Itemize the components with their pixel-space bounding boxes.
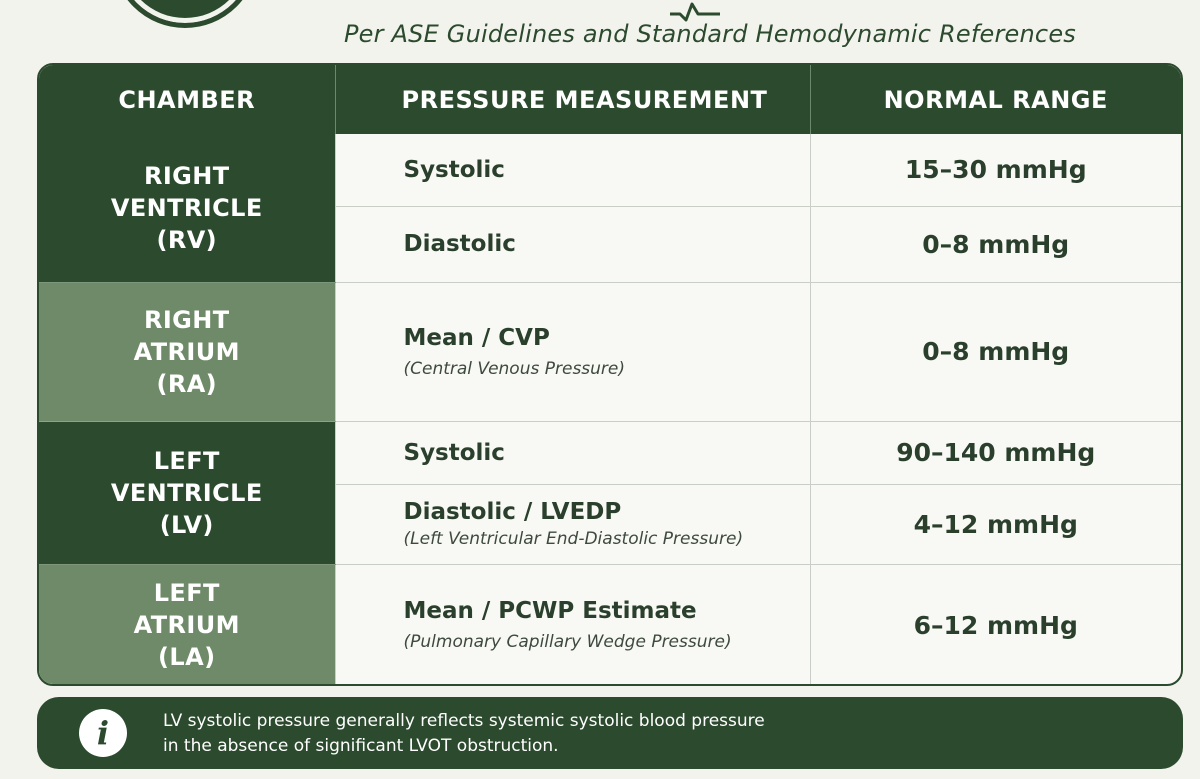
measurement-cell: [335, 421, 810, 484]
chamber-name-line: RIGHT: [143, 161, 230, 190]
chamber-name-line: ATRIUM: [133, 611, 240, 640]
range-value: 15–30 mmHg: [810, 134, 1181, 206]
range-value: 0–8 mmHg: [810, 282, 1181, 421]
measurement-cell: [335, 564, 810, 686]
column-header-pressure-measurement: PRESSURE MEASUREMENT: [335, 65, 810, 134]
measurement-cell: [335, 484, 810, 564]
measurement-label: Mean / PCWP Estimate: [403, 598, 697, 625]
table-row: [39, 282, 1181, 421]
measurement-label: Mean / CVP: [403, 324, 550, 351]
pressure-table: [37, 63, 1183, 686]
column-header-normal-range: NORMAL RANGE: [810, 65, 1181, 134]
range-value: 4–12 mmHg: [810, 484, 1181, 564]
range-value: 6–12 mmHg: [913, 610, 1078, 640]
chamber-abbreviation: (RV): [156, 225, 218, 254]
chamber-cell-rv: [39, 134, 335, 282]
page-subtitle: Per ASE Guidelines and Standard Hemodynamic References: [344, 20, 1076, 48]
table-row: [39, 421, 1181, 484]
measurement-label: Diastolic / LVEDP: [403, 499, 622, 525]
measurement-cell: [335, 206, 810, 282]
chamber-abbreviation: (RA): [156, 369, 218, 398]
measurement-label: Diastolic: [403, 231, 516, 257]
chamber-abbreviation: (LA): [158, 643, 216, 672]
table-row: [39, 564, 1181, 686]
chamber-name-line: RIGHT: [143, 305, 230, 334]
column-header-chamber: CHAMBER: [39, 65, 335, 134]
chamber-abbreviation: (LV): [159, 510, 214, 539]
measurement-label: Systolic: [403, 439, 505, 466]
info-icon: i: [79, 709, 127, 757]
chamber-name-line: LEFT: [153, 579, 220, 608]
chamber-cell-ra: [39, 282, 335, 421]
chamber-cell-la: [39, 564, 335, 686]
chamber-name-line: VENTRICLE: [110, 193, 263, 222]
table-header-row: [39, 65, 1181, 134]
measurement-description: (Pulmonary Capillary Wedge Pressure): [403, 632, 732, 653]
chamber-name-line: ATRIUM: [133, 337, 240, 366]
chamber-name-line: LEFT: [153, 446, 220, 475]
info-text: [163, 709, 1063, 759]
info-text-line: LV systolic pressure generally reflects systemic systolic blood pressure: [163, 711, 765, 731]
measurement-cell: [335, 282, 810, 421]
measurement-label: Systolic: [403, 156, 505, 183]
info-text-line: in the absence of significant LVOT obstruction.: [163, 736, 559, 756]
range-value: 0–8 mmHg: [810, 206, 1181, 282]
info-callout: [37, 697, 1183, 769]
chamber-name-line: VENTRICLE: [110, 478, 263, 507]
measurement-description: (Left Ventricular End-Diastolic Pressure): [403, 529, 744, 549]
table-row: [39, 134, 1181, 206]
measurement-cell: [335, 134, 810, 206]
measurement-description: (Central Venous Pressure): [403, 358, 626, 379]
range-value: 90–140 mmHg: [810, 421, 1181, 484]
chamber-cell-lv: [39, 421, 335, 564]
